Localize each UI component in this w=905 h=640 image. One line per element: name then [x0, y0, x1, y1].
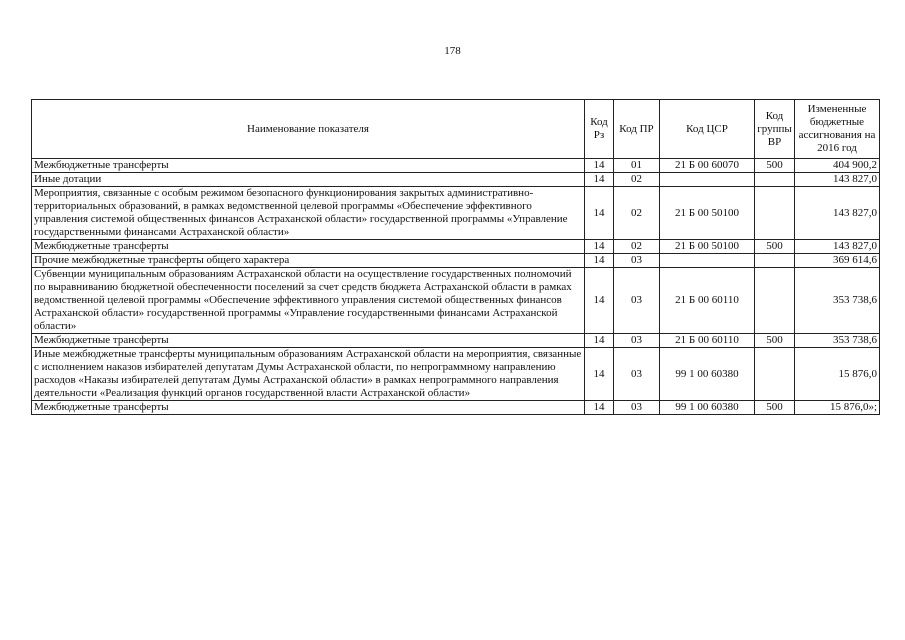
cell-csr: 99 1 00 60380: [660, 401, 755, 415]
cell-amount: 353 738,6: [795, 334, 880, 348]
cell-vr: [755, 268, 795, 334]
cell-name: Межбюджетные трансферты: [32, 334, 585, 348]
table-row: [32, 159, 880, 173]
cell-vr: [755, 173, 795, 187]
cell-amount: 353 738,6: [795, 268, 880, 334]
cell-csr: 21 Б 00 50100: [660, 240, 755, 254]
cell-pr: 03: [614, 401, 660, 415]
cell-amount: 143 827,0: [795, 240, 880, 254]
cell-vr: 500: [755, 401, 795, 415]
header-vr: Код группы ВР: [755, 100, 795, 159]
cell-csr: 21 Б 00 60110: [660, 268, 755, 334]
cell-pr: 02: [614, 187, 660, 240]
cell-rz: 14: [585, 173, 614, 187]
cell-rz: 14: [585, 254, 614, 268]
page-number: 178: [444, 45, 461, 57]
cell-name: Субвенции муниципальным образованиям Астраханской области на осуществление государственных полномочий по выравниванию бюджетной обеспеченности поселений за счет средств бюджета Астраханской области в рамках ведомственной целевой программы «Обеспечение эффективного управления системой общественных финансов Астраханской области» государственной программы «Управление государственными финансами Астраханской области»: [32, 268, 585, 334]
cell-vr: 500: [755, 159, 795, 173]
cell-name: Межбюджетные трансферты: [32, 240, 585, 254]
cell-vr: [755, 254, 795, 268]
cell-pr: 03: [614, 334, 660, 348]
cell-amount: 404 900,2: [795, 159, 880, 173]
cell-rz: 14: [585, 159, 614, 173]
cell-rz: 14: [585, 268, 614, 334]
cell-csr: [660, 254, 755, 268]
cell-pr: 02: [614, 240, 660, 254]
cell-amount: 143 827,0: [795, 187, 880, 240]
cell-vr: 500: [755, 334, 795, 348]
cell-csr: [660, 173, 755, 187]
cell-pr: 03: [614, 254, 660, 268]
cell-csr: 21 Б 00 60110: [660, 334, 755, 348]
table-row: [32, 187, 880, 240]
table-row: [32, 240, 880, 254]
cell-csr: 21 Б 00 60070: [660, 159, 755, 173]
cell-vr: 500: [755, 240, 795, 254]
cell-amount: 15 876,0: [795, 348, 880, 401]
cell-pr: 03: [614, 268, 660, 334]
table-header-row: [32, 100, 880, 159]
header-pr: Код ПР: [614, 100, 660, 159]
header-csr: Код ЦСР: [660, 100, 755, 159]
table-row: [32, 173, 880, 187]
cell-name: Иные межбюджетные трансферты муниципальным образованиям Астраханской области на мероприятия, связанные с исполнением наказов избирателей депутатам Думы Астраханской области, по непрограммному направлению расходов «Наказы избирателей депутатам Думы Астраханской области» в рамках непрограммного направления деятельности «Реализация функций органов государственной власти Астраханской области»: [32, 348, 585, 401]
table-row: [32, 254, 880, 268]
header-amount: Измененные бюджетные ассигнования на 2016 год: [795, 100, 880, 159]
cell-pr: 01: [614, 159, 660, 173]
cell-name: Межбюджетные трансферты: [32, 159, 585, 173]
cell-rz: 14: [585, 334, 614, 348]
cell-csr: 99 1 00 60380: [660, 348, 755, 401]
cell-rz: 14: [585, 240, 614, 254]
table-row: [32, 268, 880, 334]
cell-vr: [755, 187, 795, 240]
cell-amount: 143 827,0: [795, 173, 880, 187]
header-rz: Код Рз: [585, 100, 614, 159]
table-row: [32, 348, 880, 401]
cell-rz: 14: [585, 187, 614, 240]
cell-rz: 14: [585, 401, 614, 415]
cell-amount: 369 614,6: [795, 254, 880, 268]
cell-amount: 15 876,0»;: [795, 401, 880, 415]
cell-name: Иные дотации: [32, 173, 585, 187]
cell-csr: 21 Б 00 50100: [660, 187, 755, 240]
table-row: [32, 334, 880, 348]
cell-name: Мероприятия, связанные с особым режимом безопасного функционирования закрытых административно-территориальных образований, в рамках ведомственной целевой программы «Обеспечение эффективного управления системой общественных финансов Астраханской области» государственной программы «Управление государственными финансами Астраханской области»: [32, 187, 585, 240]
cell-name: Прочие межбюджетные трансферты общего характера: [32, 254, 585, 268]
cell-vr: [755, 348, 795, 401]
cell-pr: 03: [614, 348, 660, 401]
cell-rz: 14: [585, 348, 614, 401]
table-row: [32, 401, 880, 415]
header-name: Наименование показателя: [32, 100, 585, 159]
budget-table: [31, 99, 880, 415]
cell-pr: 02: [614, 173, 660, 187]
cell-name: Межбюджетные трансферты: [32, 401, 585, 415]
